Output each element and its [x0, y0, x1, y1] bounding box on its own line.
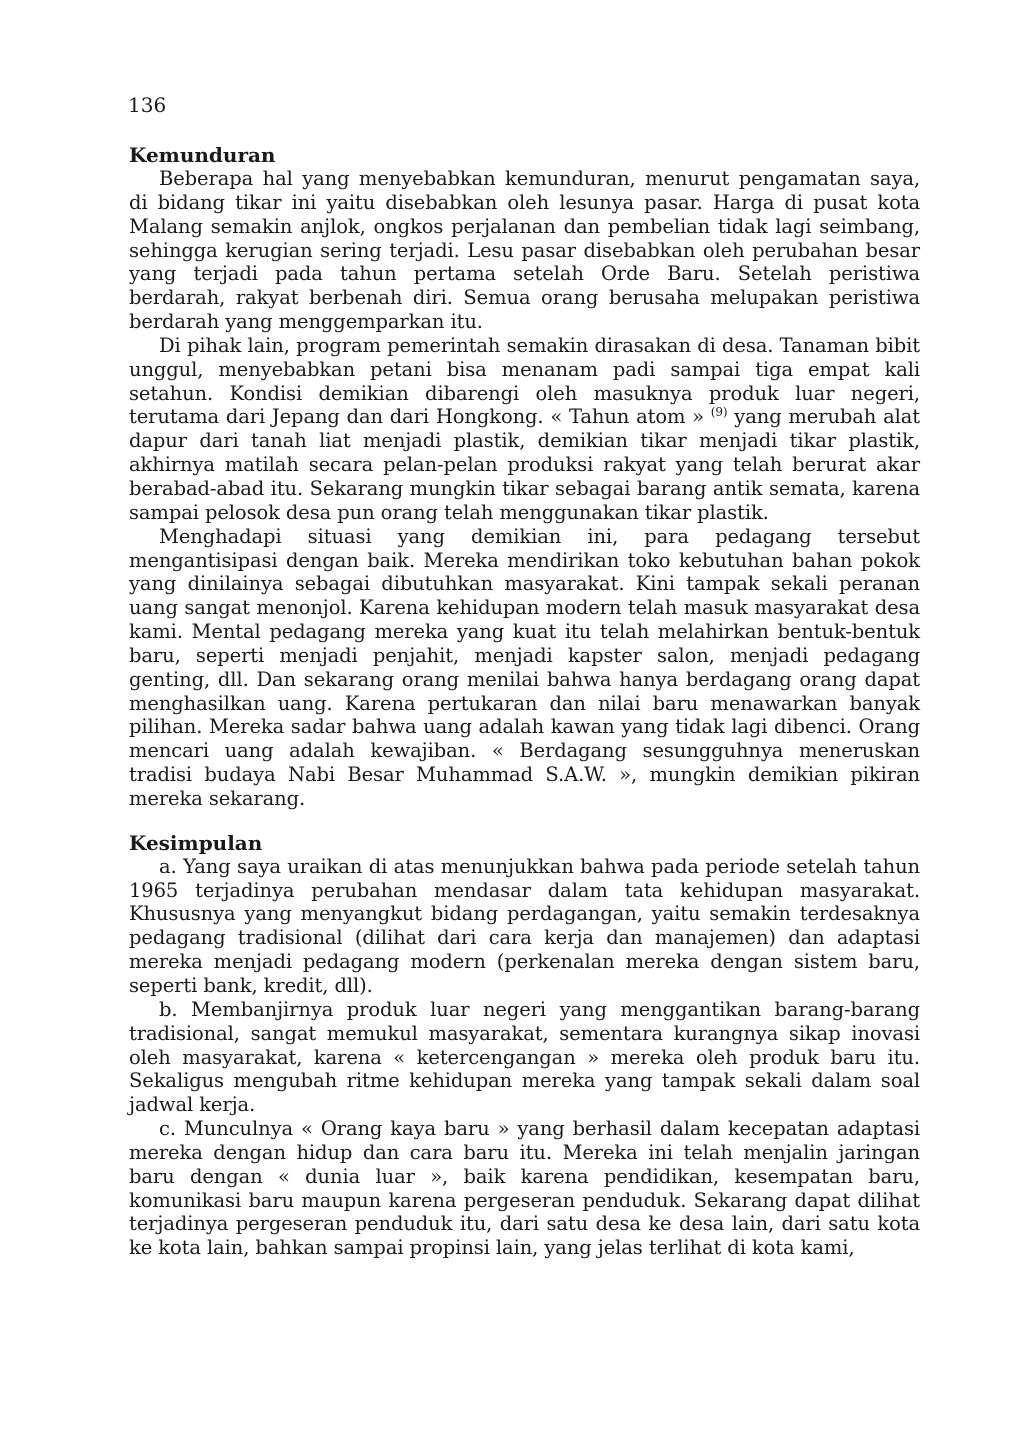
- page-number: 136: [128, 93, 167, 117]
- paragraph: Menghadapi situasi yang demikian ini, para pedagang tersebut mengantisipasi dengan baik. Mereka mendirikan toko kebutuhan bahan pokok yang dinilainya sebagai dibutuhkan masyarakat. Kini tampak sekali peranan uang sangat menonjol. Karena kehidupan modern telah masuk masyarakat desa kami. Mental pedagang mereka yang kuat itu telah melahirkan bentuk-bentuk baru, seperti menjadi penjahit, menjadi kapster salon, menjadi pedagang genting, dll. Dan sekarang orang menilai bahwa hanya berdagang orang dapat menghasilkan uang. Karena pertukaran dan nilai baru menawarkan banyak pilihan. Mereka sadar bahwa uang adalah kawan yang tidak lagi dibenci. Orang mencari uang adalah kewajiban. « Berdagang sesungguhnya meneruskan tradisi budaya Nabi Besar Muhammad S.A.W. », mungkin demikian pikiran mereka sekarang.: [129, 524, 920, 810]
- conclusion-item-b: b. Membanjirnya produk luar negeri yang menggantikan barang-barang tradisional, sangat memukul masyarakat, sementara kurangnya sikap inovasi oleh masyarakat, karena « ketercengangan » mereka oleh produk baru itu. Sekaligus mengubah ritme kehidupan mereka yang tampak sekali dalam soal jadwal kerja.: [129, 997, 920, 1117]
- paragraph-text: yang merubah alat dapur dari tanah liat menjadi plastik, demikian tikar menjadi tikar plastik, akhirnya matilah secara pelan-pelan produksi rakyat yang telah berurat akar berabad-abad itu. Sekarang mungkin tikar sebagai barang antik semata, karena sampai pelosok desa pun orang telah menggunakan tikar plastik.: [129, 405, 920, 524]
- paragraph: Beberapa hal yang menyebabkan kemunduran, menurut pengamatan saya, di bidang tikar ini yaitu disebabkan oleh lesunya pasar. Harga di pusat kota Malang semakin anjlok, ongkos perjalanan dan pembelian tidak lagi seimbang, sehingga kerugian sering terjadi. Lesu pasar disebabkan oleh perubahan besar yang terjadi pada tahun pertama setelah Orde Baru. Setelah peristiwa berdarah, rakyat berbenah diri. Semua orang berusaha melupakan peristiwa berdarah yang menggemparkan itu.: [129, 167, 920, 334]
- section-heading-kemunduran: Kemunduran: [129, 143, 276, 167]
- footnote-marker: (9): [710, 405, 728, 420]
- paragraph: [129, 334, 920, 525]
- conclusion-item-c: c. Munculnya « Orang kaya baru » yang berhasil dalam kecepatan adaptasi mereka dengan hidup dan cara baru itu. Mereka ini telah menjalin jaringan baru dengan « dunia luar », baik karena pendidikan, kesempatan baru, komunikasi baru maupun karena pergeseran penduduk. Sekarang dapat dilihat terjadinya pergeseran penduduk itu, dari satu desa ke desa lain, dari satu kota ke kota lain, bahkan sampai propinsi lain, yang jelas terlihat di kota kami,: [129, 1117, 920, 1260]
- section-heading-kesimpulan: Kesimpulan: [129, 830, 263, 855]
- paragraph-text: Di pihak lain, program pemerintah semakin dirasakan di desa. Tanaman bibit unggul, menyebabkan petani bisa menanam padi sampai tiga empat kali setahun. Kondisi demikian dibarengi oleh masuknya produk luar negeri, terutama dari Jepang dan dari Hongkong. « Tahun atom »: [129, 333, 920, 429]
- page-body: [129, 143, 920, 1260]
- conclusion-item-a: a. Yang saya uraikan di atas menunjukkan bahwa pada periode setelah tahun 1965 terjadinya perubahan mendasar dalam tata kehidupan masyarakat. Khususnya yang menyangkut bidang perdagangan, yaitu semakin terdesaknya pedagang tradisional (dilihat dari cara kerja dan manajemen) dan adaptasi mereka menjadi pedagang modern (perkenalan mereka dengan sistem baru, seperti bank, kredit, dll).: [129, 854, 920, 997]
